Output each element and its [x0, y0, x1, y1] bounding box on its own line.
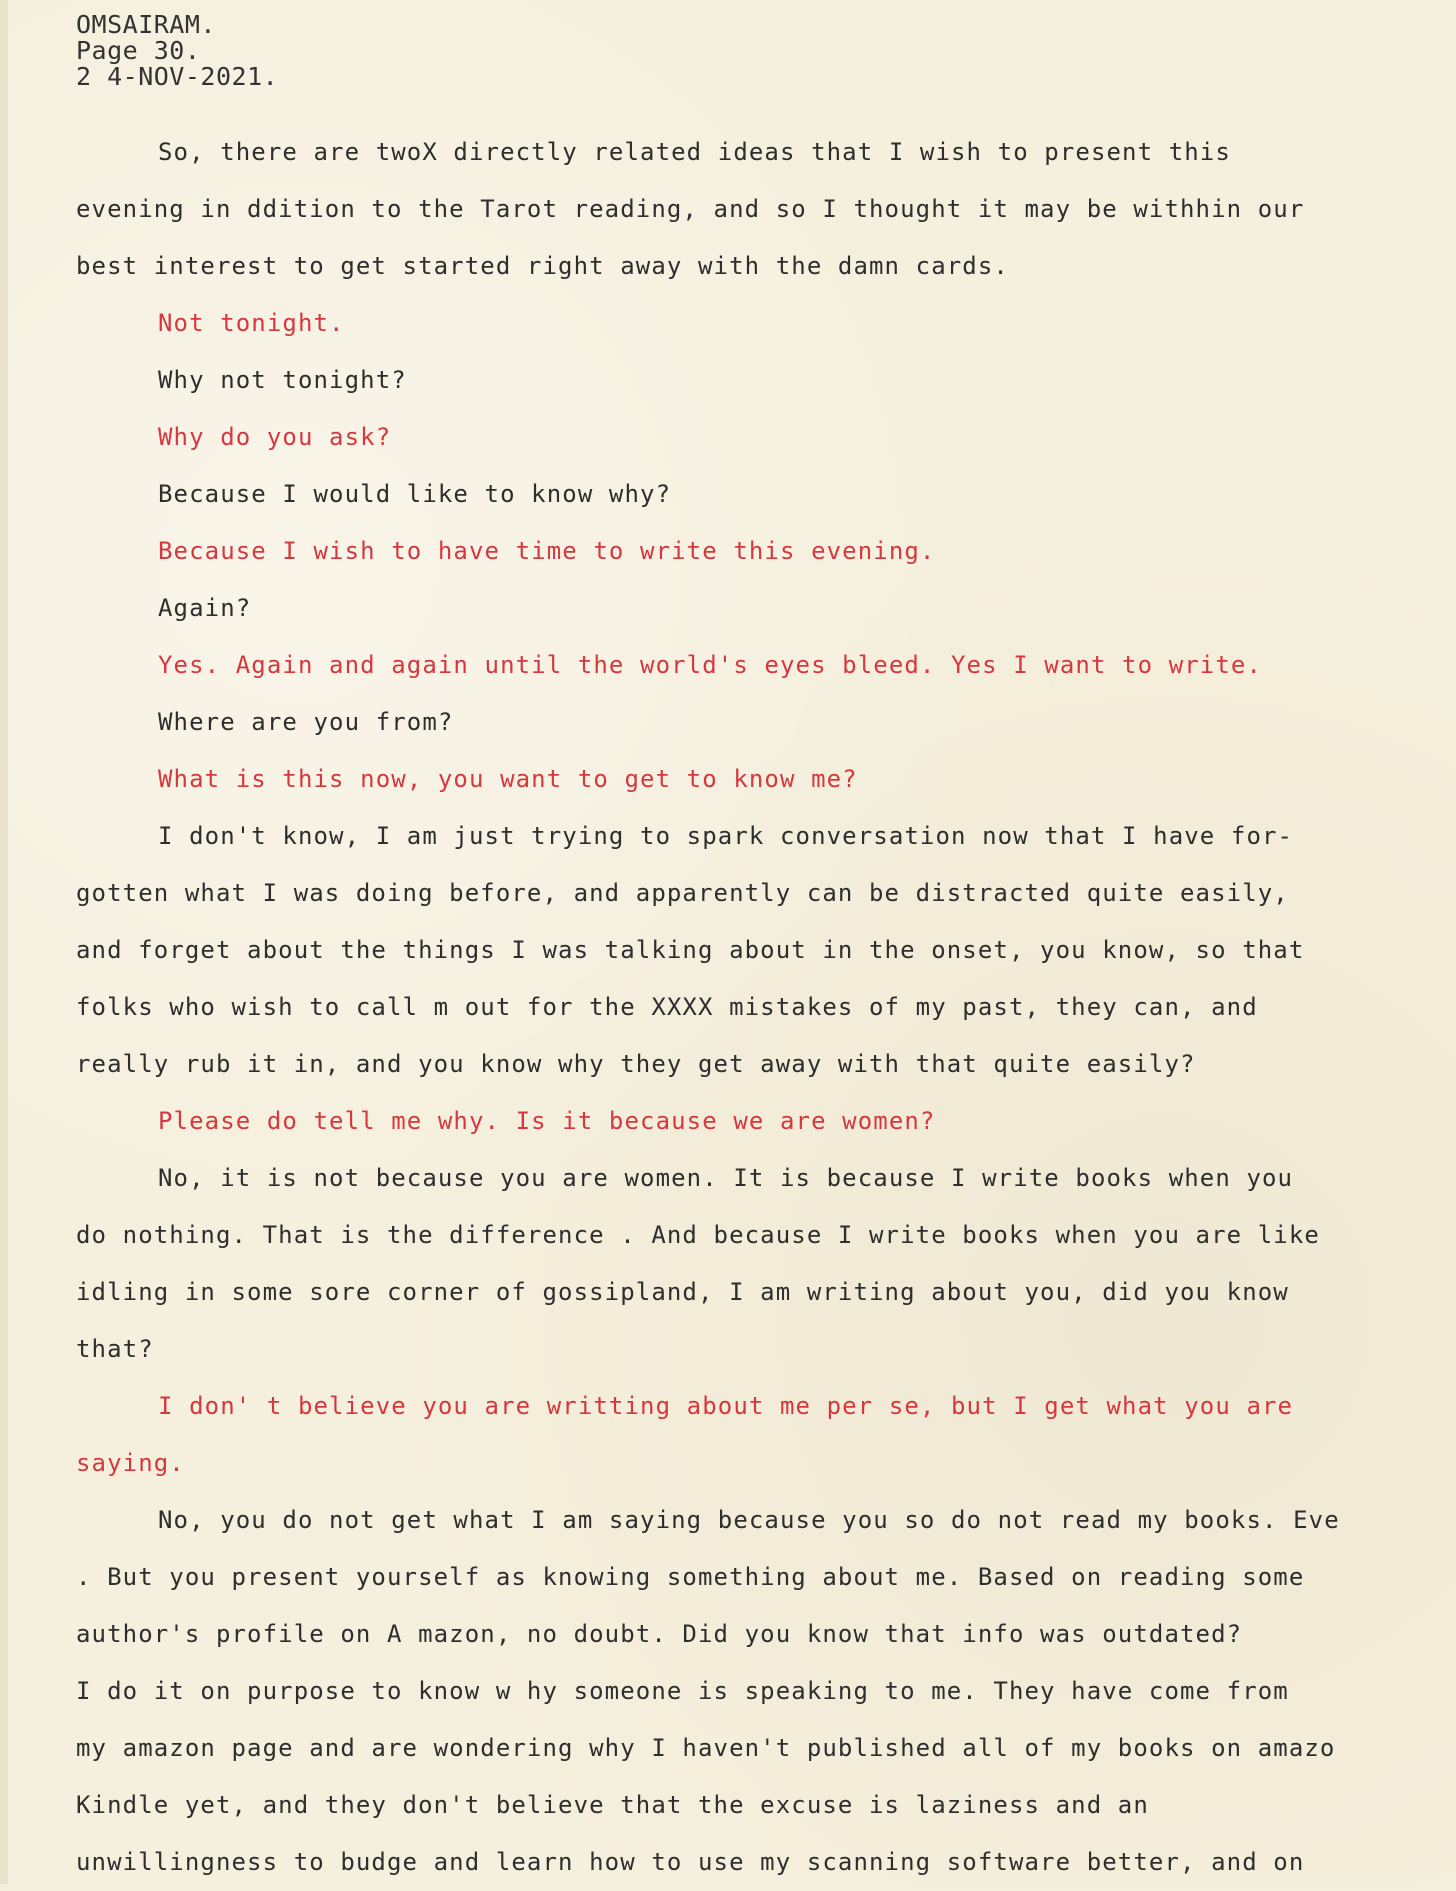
text-line: I don't know, I am just trying to spark conversation now that I have for-: [158, 822, 1294, 850]
text-line: Why not tonight?: [158, 366, 407, 394]
text-line: No, you do not get what I am saying because you so do not read my books. Eve: [158, 1506, 1340, 1534]
text-line: What is this now, you want to get to know me?: [158, 765, 858, 793]
text-line: Because I would like to know why?: [158, 480, 672, 508]
text-line: I do it on purpose to know w hy someone is speaking to me. They have come from: [76, 1677, 1289, 1705]
text-line: saying.: [76, 1449, 185, 1477]
text-line: unwillingness to budge and learn how to use my scanning software better, and on: [76, 1848, 1305, 1876]
text-line: evening in ddition to the Tarot reading, and so I thought it may be withhin our: [76, 195, 1305, 223]
header-title: OMSAIRAM.: [76, 10, 216, 39]
text-line: Again?: [158, 594, 252, 622]
text-line: Why do you ask?: [158, 423, 392, 451]
page-body: [76, 124, 1448, 1891]
text-line: No, it is not because you are women. It is because I write books when you: [158, 1164, 1294, 1192]
text-line: best interest to get started right away with the damn cards.: [76, 252, 1009, 280]
text-line: Yes. Again and again until the world's eyes bleed. Yes I want to write.: [158, 651, 1262, 679]
text-line: idling in some sore corner of gossipland, I am writing about you, did you know: [76, 1278, 1289, 1306]
text-line: that?: [76, 1335, 154, 1363]
text-line: Where are you from?: [158, 708, 454, 736]
text-line: author's profile on A mazon, no doubt. Did you know that info was outdated?: [76, 1620, 1243, 1648]
text-line: folks who wish to call m out for the XXXX mistakes of my past, they can, and: [76, 993, 1258, 1021]
text-line: Because I wish to have time to write this evening.: [158, 537, 936, 565]
text-line: I don' t believe you are writting about me per se, but I get what you are: [158, 1392, 1294, 1420]
header-date: 2 4-NOV-2021.: [76, 62, 279, 91]
text-line: So, there are twoX directly related ideas that I wish to present this: [158, 138, 1231, 166]
header-page-number: Page 30.: [76, 36, 201, 65]
text-line: do nothing. That is the difference . And because I write books when you are like: [76, 1221, 1320, 1249]
text-line: gotten what I was doing before, and apparently can be distracted quite easily,: [76, 879, 1289, 907]
text-line: Kindle yet, and they don't believe that the excuse is laziness and an: [76, 1791, 1149, 1819]
page-header: [76, 12, 278, 90]
text-line: Not tonight.: [158, 309, 345, 337]
text-line: really rub it in, and you know why they get away with that quite easily?: [76, 1050, 1196, 1078]
text-line: . But you present yourself as knowing something about me. Based on reading some: [76, 1563, 1305, 1591]
text-line: and forget about the things I was talking about in the onset, you know, so that: [76, 936, 1305, 964]
text-line: my amazon page and are wondering why I haven't published all of my books on amazo: [76, 1734, 1336, 1762]
text-line: Please do tell me why. Is it because we are women?: [158, 1107, 936, 1135]
